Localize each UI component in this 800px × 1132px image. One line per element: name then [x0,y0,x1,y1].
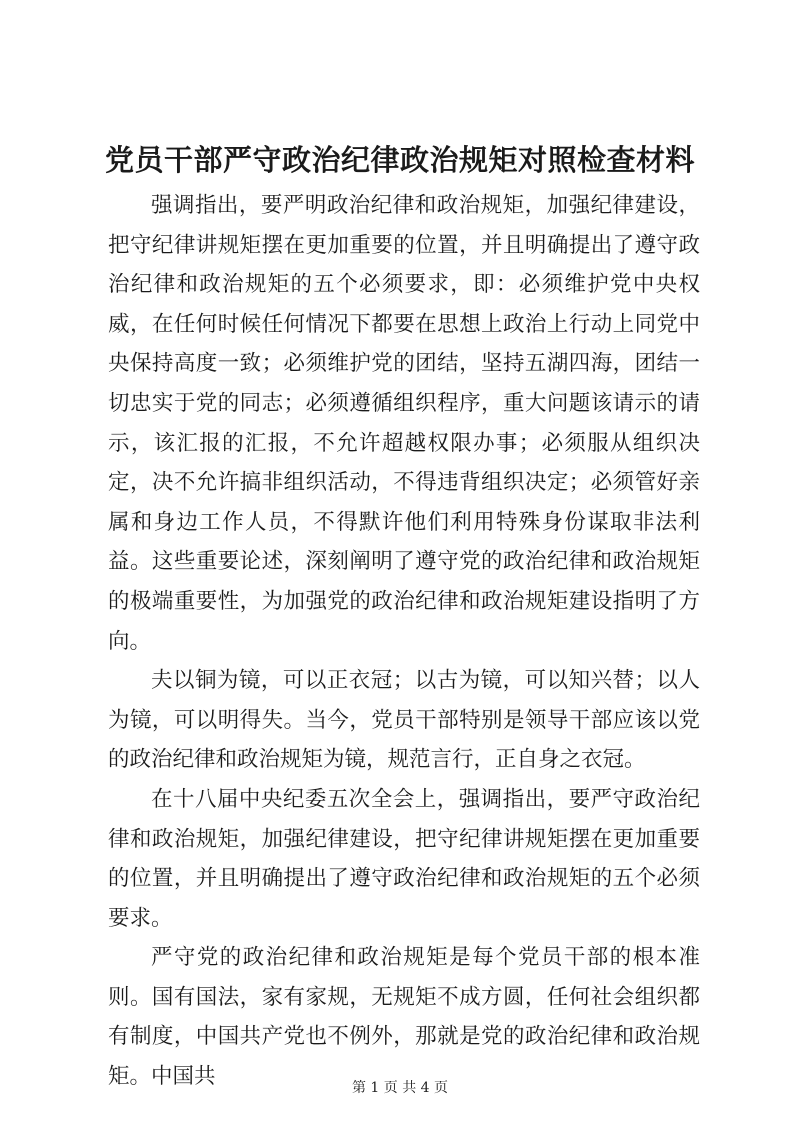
paragraph-1: 强调指出，要严明政治纪律和政治规矩，加强纪律建设，把守纪律讲规矩摆在更加重要的位置，并且明确提出了遵守政治纪律和政治规矩的五个必须要求，即：必须维护党中央权威，在任何时候任何情况下都要在思想上政治上行动上同党中央保持高度一致；必须维护党的团结，坚持五湖四海，团结一切忠实于党的同志；必须遵循组织程序，重大问题该请示的请示，该汇报的汇报，不允许超越权限办事；必须服从组织决定，决不允许搞非组织活动，不得违背组织决定；必须管好亲属和身边工作人员，不得默许他们利用特殊身份谋取非法利益。这些重要论述，深刻阐明了遵守党的政治纪律和政治规矩的极端重要性，为加强党的政治纪律和政治规矩建设指明了方向。 [108,193,700,654]
paragraph-4: 严守党的政治纪律和政治规矩是每个党员干部的根本准则。国有国法，家有家规，无规矩不成方圆，任何社会组织都有制度，中国共产党也不例外，那就是党的政治纪律和政治规矩。中国共 [108,945,700,1090]
paragraph-3: 在十八届中央纪委五次全会上，强调指出，要严守政治纪律和政治规矩，加强纪律建设，把守纪律讲规矩摆在更加重要的位置，并且明确提出了遵守政治纪律和政治规矩的五个必须要求。 [108,786,700,931]
page-number-footer: 第 1 页 共 4 页 [351,1080,449,1096]
paragraph-2: 夫以铜为镜，可以正衣冠；以古为镜，可以知兴替；以人为镜，可以明得失。当今，党员干部特别是领导干部应该以党的政治纪律和政治规矩为镜，规范言行，正自身之衣冠。 [108,668,700,773]
document-body [108,186,700,1097]
document-title: 党员干部严守政治纪律政治规矩对照检查材料 [104,143,695,177]
